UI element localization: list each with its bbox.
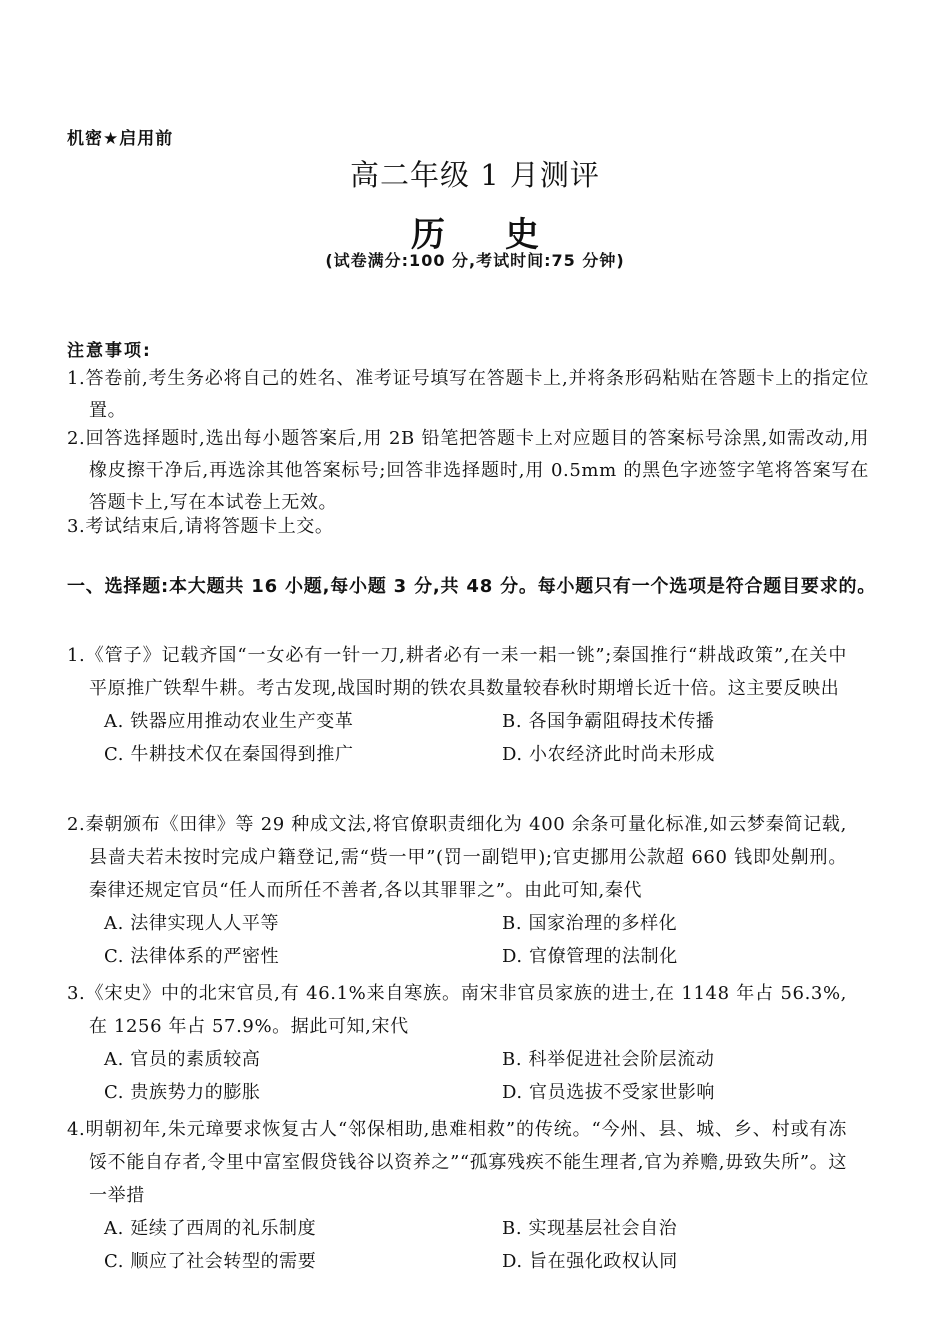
options-grid xyxy=(104,705,847,771)
question-stem: 1.《管子》记载齐国“一女必有一针一刀,耕者必有一耒一耜一铫”;秦国推行“耕战政策”,在关中平原推广铁犁牛耕。考古发现,战国时期的铁农具数量较春秋时期增长近十倍。这主要反映出 xyxy=(67,645,847,699)
options-grid xyxy=(104,1043,847,1109)
option-a: A. 法律实现人人平等 xyxy=(104,913,280,934)
question-stem: 3.《宋史》中的北宋官员,有 46.1%来自寒族。南宋非官员家族的进士,在 1148 年占 56.3%,在 1256 年占 57.9%。据此可知,宋代 xyxy=(67,983,847,1037)
notes-title: 注意事项: xyxy=(67,341,152,361)
option-d: D. 旨在强化政权认同 xyxy=(502,1251,678,1272)
exam-title: 高二年级 1 月测评 xyxy=(350,158,600,192)
option-c: C. 贵族势力的膨胀 xyxy=(104,1082,261,1103)
option-c: C. 牛耕技术仅在秦国得到推广 xyxy=(104,744,354,765)
confidential-label: 机密★启用前 xyxy=(67,129,174,149)
score-info: (试卷满分:100 分,考试时间:75 分钟) xyxy=(325,251,625,270)
subject-title: 历史 xyxy=(411,215,599,255)
question-3 xyxy=(67,977,847,1109)
question-stem: 4.明朝初年,朱元璋要求恢复古人“邻保相助,患难相救”的传统。“今州、县、城、乡、村或有冻馁不能自存者,令里中富室假贷钱谷以资养之”“孤寡残疾不能生理者,官为养赡,毋致失所”。这一举措 xyxy=(67,1119,847,1206)
section-heading: 一、选择题:本大题共 16 小题,每小题 3 分,共 48 分。每小题只有一个选项是符合题目要求的。 xyxy=(67,576,877,597)
note-item-3: 3.考试结束后,请将答题卡上交。 xyxy=(67,516,334,537)
option-d: D. 官员选拔不受家世影响 xyxy=(502,1082,716,1103)
option-a: A. 铁器应用推动农业生产变革 xyxy=(104,711,354,732)
question-stem: 2.秦朝颁布《田律》等 29 种成文法,将官僚职责细化为 400 余条可量化标准,如云梦秦简记载,县啬夫若未按时完成户籍登记,需“赀一甲”(罚一副铠甲);官吏挪用公款超 660 钱即处劓刑。秦律还规定官员“任人而所任不善者,各以其罪罪之”。由此可知,秦代 xyxy=(67,814,847,901)
options-grid xyxy=(104,907,847,973)
question-4 xyxy=(67,1113,847,1278)
option-d: D. 小农经济此时尚未形成 xyxy=(502,744,716,765)
question-1 xyxy=(67,639,847,771)
option-c: C. 顺应了社会转型的需要 xyxy=(104,1251,317,1272)
note-item-2: 2.回答选择题时,选出每小题答案后,用 2B 铅笔把答题卡上对应题目的答案标号涂黑,如需改动,用橡皮擦干净后,再选涂其他答案标号;回答非选择题时,用 0.5mm 的黑色字迹签字笔将答案写在答题卡上,写在本试卷上无效。 xyxy=(67,428,869,513)
option-b: B. 各国争霸阻碍技术传播 xyxy=(502,711,715,732)
option-a: A. 官员的素质较高 xyxy=(104,1049,261,1070)
option-b: B. 实现基层社会自治 xyxy=(502,1218,678,1239)
option-c: C. 法律体系的严密性 xyxy=(104,946,280,967)
question-2 xyxy=(67,808,847,973)
options-grid xyxy=(104,1212,847,1278)
option-b: B. 科举促进社会阶层流动 xyxy=(502,1049,715,1070)
note-item-1: 1.答卷前,考生务必将自己的姓名、准考证号填写在答题卡上,并将条形码粘贴在答题卡上的指定位置。 xyxy=(67,368,869,421)
option-a: A. 延续了西周的礼乐制度 xyxy=(104,1218,317,1239)
option-b: B. 国家治理的多样化 xyxy=(502,913,678,934)
option-d: D. 官僚管理的法制化 xyxy=(502,946,678,967)
